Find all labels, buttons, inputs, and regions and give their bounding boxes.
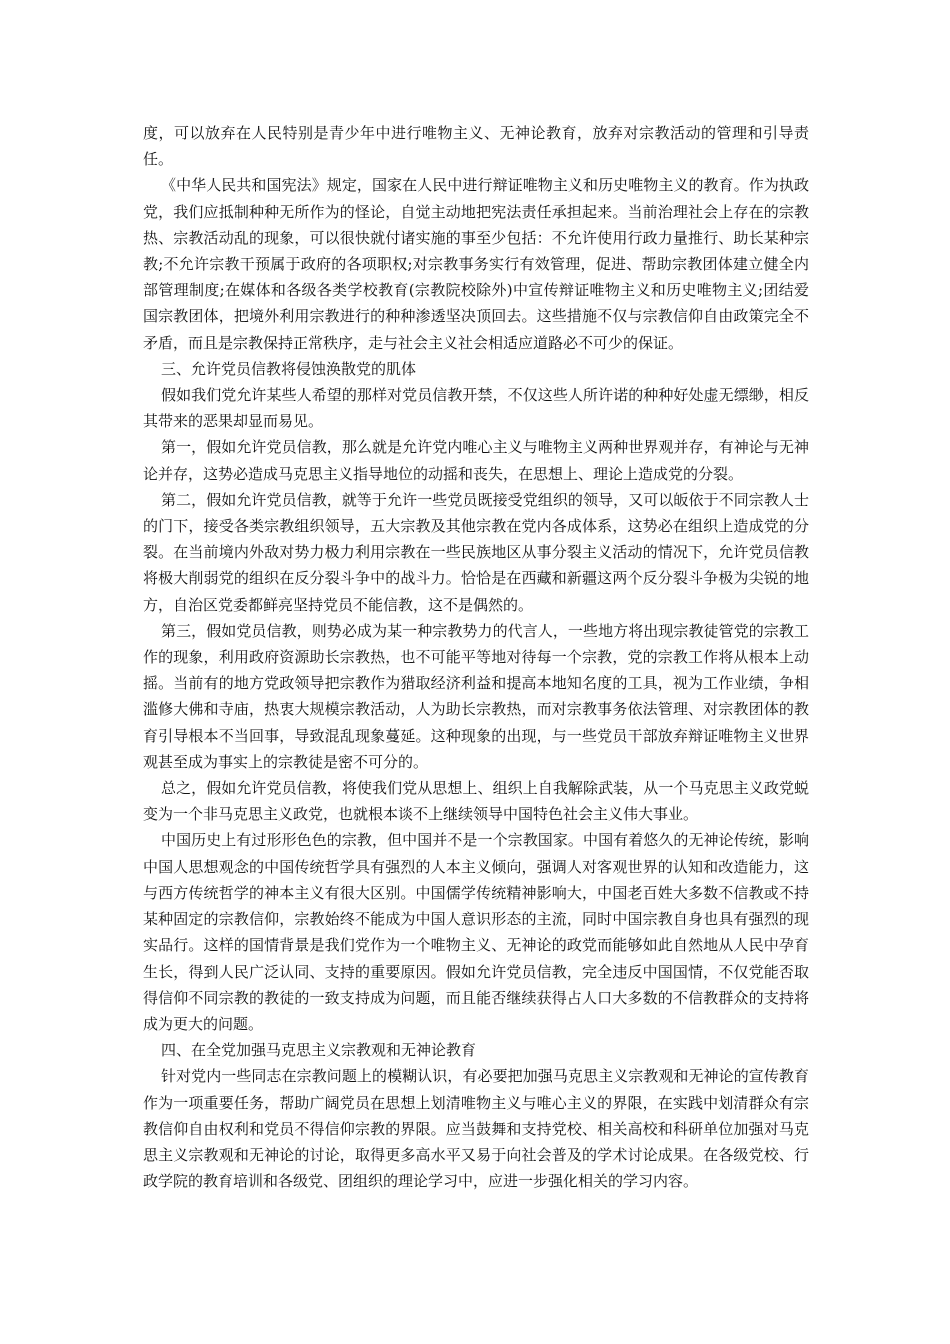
section-heading-4: 四、在全党加强马克思主义宗教观和无神论教育 <box>161 1041 477 1060</box>
paragraph-education: 针对党内一些同志在宗教问题上的模糊认识，有必要把加强马克思主义宗教观和无神论的宣传教育作为一项重要任务，帮助广阔党员在思想上划清唯物主义与唯心主义的界限，在实践中划清群众有宗教信仰自由权利和党员不得信仰宗教的界限。应当鼓舞和支持党校、相关高校和科研单位加强对马克思主义宗教观和无神论的讨论，取得更多高水平又易于向社会普及的学术讨论成果。在各级党校、行政学院的教育培训和各级党、团组织的理论学习中，应进一步强化相关的学习内容。 <box>143 1067 809 1191</box>
section-heading-3: 三、允许党员信教将侵蚀涣散党的肌体 <box>161 359 417 378</box>
paragraph-third: 第三，假如党员信教，则势必成为某一种宗教势力的代言人，一些地方将出现宗教徒管党的宗教工作的现象，利用政府资源助长宗教热，也不可能平等地对待每一个宗教，党的宗教工作将从根本上动摇。当前有的地方党政领导把宗教作为猎取经济利益和提高本地知名度的工具，视为工作业绩，争相滥修大佛和寺庙，热衷大规模宗教活动，人为助长宗教热，而对宗教事务依法管理、对宗教团体的教育引导根本不当回事，导致混乱现象蔓延。这种现象的出现，与一些党员干部放弃辩证唯物主义世界观甚至成为事实上的宗教徒是密不可分的。 <box>143 621 809 771</box>
document-body <box>143 120 809 1194</box>
paragraph-history: 中国历史上有过形形色色的宗教，但中国并不是一个宗教国家。中国有着悠久的无神论传统，影响中国人思想观念的中国传统哲学具有强烈的人本主义倾向，强调人对客观世界的认知和改造能力，这与西方传统哲学的神本主义有很大区别。中国儒学传统精神影响大，中国老百姓大多数不信教或不持某种固定的宗教信仰，宗教始终不能成为中国人意识形态的主流，同时中国宗教自身也具有强烈的现实品行。这样的国情背景是我们党作为一个唯物主义、无神论的政党而能够如此自然地从人民中孕育生长，得到人民广泛认同、支持的重要原因。假如允许党员信教，完全违反中国国情，不仅党能否取得信仰不同宗教的教徒的一致支持成为问题，而且能否继续获得占人口大多数的不信教群众的支持将成为更大的问题。 <box>143 831 809 1033</box>
paragraph-second: 第二，假如允许党员信教，就等于允许一些党员既接受党组织的领导，又可以皈依于不同宗教人士的门下，接受各类宗教组织领导，五大宗教及其他宗教在党内各成体系，这势必在组织上造成党的分裂。在当前境内外敌对势力极力利用宗教在一些民族地区从事分裂主义活动的情况下，允许党员信教将极大削弱党的组织在反分裂斗争中的战斗力。恰恰是在西藏和新疆这两个反分裂斗争极为尖锐的地方，自治区党委都鲜亮坚持党员不能信教，这不是偶然的。 <box>143 490 809 614</box>
paragraph-intro: 假如我们党允许某些人希望的那样对党员信教开禁，不仅这些人所许诺的种种好处虚无缥缈，相反其带来的恶果却显而易见。 <box>143 386 809 431</box>
paragraph-constitution: 《中华人民共和国宪法》规定，国家在人民中进行辩证唯物主义和历史唯物主义的教育。作为执政党，我们应抵制种种无所作为的怪论，自觉主动地把宪法责任承担起来。当前治理社会上存在的宗教热、宗教活动乱的现象，可以很快就付诸实施的事至少包括：不允许使用行政力量推行、助长某种宗教;不允许宗教干预属于政府的各项职权;对宗教事务实行有效管理，促进、帮助宗教团体建立健全内部管理制度;在媒体和各级各类学校教育(宗教院校除外)中宣传辩证唯物主义和历史唯物主义;团结爱国宗教团体，把境外利用宗教进行的种种渗透坚决顶回去。这些措施不仅与宗教信仰自由政策完全不矛盾，而且是宗教保持正常秩序，走与社会主义社会相适应道路必不可少的保证。 <box>143 176 809 352</box>
paragraph-summary: 总之，假如允许党员信教，将使我们党从思想上、组织上自我解除武装，从一个马克思主义政党蜕变为一个非马克思主义政党，也就根本谈不上继续领导中国特色社会主义伟大事业。 <box>143 779 809 824</box>
paragraph-continuation: 度，可以放弃在人民特别是青少年中进行唯物主义、无神论教育，放弃对宗教活动的管理和引导责任。 <box>143 124 809 169</box>
paragraph-first: 第一，假如允许党员信教，那么就是允许党内唯心主义与唯物主义两种世界观并存，有神论与无神论并存，这势必造成马克思主义指导地位的动摇和丧失，在思想上、理论上造成党的分裂。 <box>143 438 809 483</box>
